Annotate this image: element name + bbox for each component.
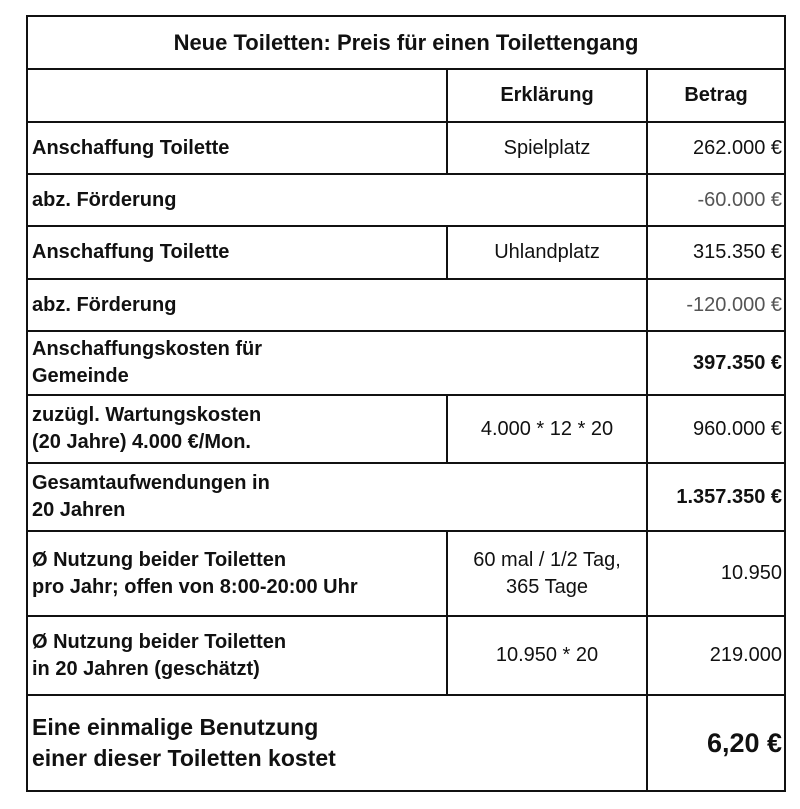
row-explanation [447,531,647,616]
result-label-line1: Eine einmalige Benutzung [32,714,319,740]
row-amount: 397.350 € [647,331,785,395]
table-row [27,616,785,695]
row-label [27,395,447,463]
row-label-line1: zuzügl. Wartungskosten [32,404,262,426]
row-label: abz. Förderung [27,174,647,226]
table-row [27,395,785,463]
header-empty [27,69,447,122]
row-label [27,463,647,531]
table-title: Neue Toiletten: Preis für einen Toilettengang [27,16,785,69]
row-explanation: 4.000 * 12 * 20 [447,395,647,463]
row-explanation: 10.950 * 20 [447,616,647,695]
table-row [27,122,785,174]
table-row [27,174,785,226]
result-label [27,695,647,791]
cost-table [26,15,786,792]
row-explanation-line2: 365 Tage [506,575,588,598]
row-label: abz. Förderung [27,279,647,331]
table-row [27,226,785,279]
row-label-line1: Anschaffungskosten für [32,338,263,360]
row-label-line2: 20 Jahren [32,499,126,521]
row-explanation: Spielplatz [447,122,647,174]
row-amount: -60.000 € [647,174,785,226]
row-label-line2: (20 Jahre) 4.000 €/Mon. [32,431,251,453]
table-row [27,331,785,395]
header-erklaerung: Erklärung [447,69,647,122]
row-label-line1: Ø Nutzung beider Toiletten [32,548,287,571]
row-label [27,616,447,695]
row-label-line1: Gesamtaufwendungen in [32,472,270,494]
row-amount: 315.350 € [647,226,785,279]
row-label: Anschaffung Toilette [27,226,447,279]
row-amount: 219.000 [647,616,785,695]
table-row [27,531,785,616]
row-amount: -120.000 € [647,279,785,331]
row-explanation: Uhlandplatz [447,226,647,279]
title-row [27,16,785,69]
row-amount: 960.000 € [647,395,785,463]
table-row [27,463,785,531]
result-label-line2: einer dieser Toiletten kostet [32,745,336,771]
row-amount: 262.000 € [647,122,785,174]
result-amount: 6,20 € [647,695,785,791]
row-explanation-line1: 60 mal / 1/2 Tag, [473,548,621,571]
row-amount: 10.950 [647,531,785,616]
row-label-line2: pro Jahr; offen von 8:00-20:00 Uhr [32,575,358,598]
row-label [27,531,447,616]
row-label-line2: Gemeinde [32,365,129,387]
result-row [27,695,785,791]
row-label [27,331,647,395]
row-label-line1: Ø Nutzung beider Toiletten [32,630,287,653]
header-row [27,69,785,122]
row-label: Anschaffung Toilette [27,122,447,174]
row-amount: 1.357.350 € [647,463,785,531]
row-label-line2: in 20 Jahren (geschätzt) [32,657,260,680]
header-betrag: Betrag [647,69,785,122]
table-row [27,279,785,331]
